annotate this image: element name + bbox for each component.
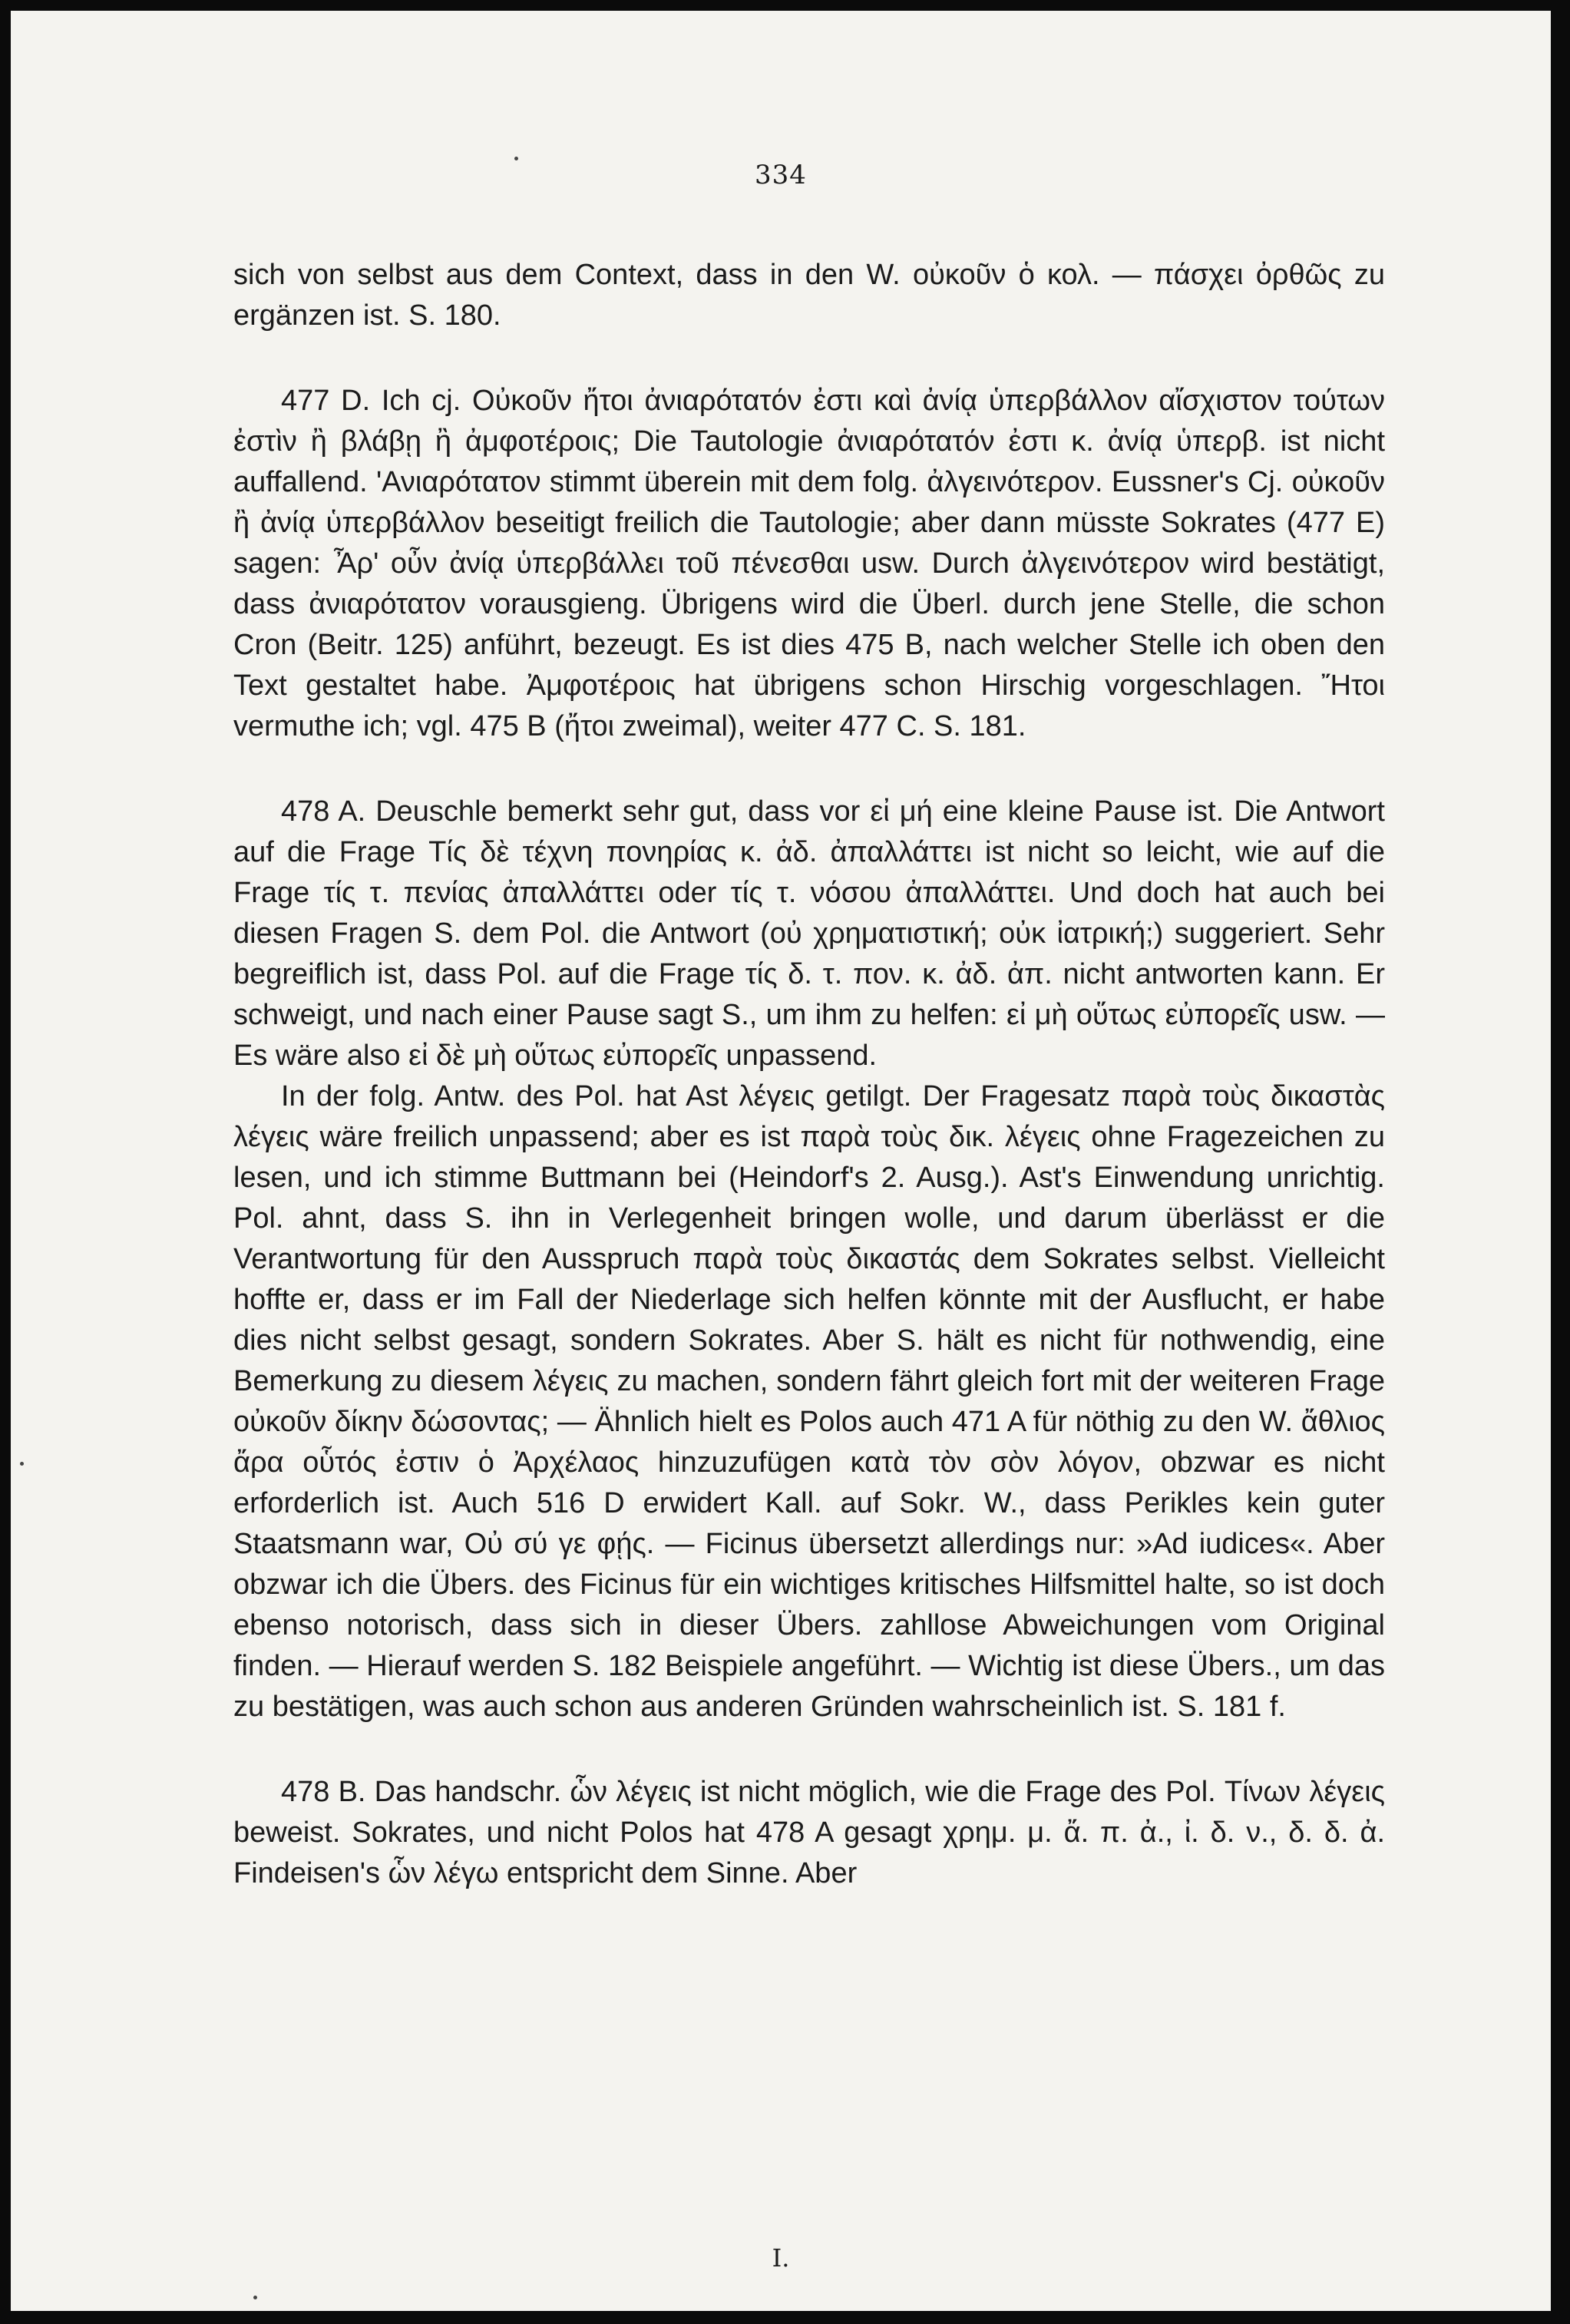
book-page (11, 11, 1551, 2311)
signature-mark: I. (772, 2243, 790, 2273)
paragraph-477d: 477 D. Ich cj. Οὐκοῦν ἤτοι ἀνιαρότατόν ἐστι καὶ ἀνίᾳ ὑπερβάλλον αἴσχιστον τούτων ἐστὶν ἢ βλάβῃ ἢ ἀμφοτέροις; Die Tautologie ἀνιαρότατόν ἐστι κ. ἀνίᾳ ὑπερβ. ist nicht auffallend. 'Ανιαρότατον stimmt überein mit dem folg. ἀλγεινότερον. Eussner's Cj. οὐκοῦν ἢ ἀνίᾳ ὑπερβάλλον beseitigt freilich die Tautologie; aber dann müsste Sokrates (477 E) sagen: Ἆρ' οὖν ἀνίᾳ ὑπερβάλλει τοῦ πένεσθαι usw. Durch ἀλγεινότερον wird bestätigt, dass ἀνιαρότατον vorausgieng. Übrigens wird die Überl. durch jene Stelle, die schon Cron (Beitr. 125) anführt, bezeugt. Es ist dies 475 B, nach welcher Stelle ich oben den Text gestaltet habe. Ἀμφοτέροις hat übrigens schon Hirschig vorgeschlagen. Ἤτοι vermuthe ich; vgl. 475 B (ἤτοι zweimal), weiter 477 C. S. 181. (233, 385, 1385, 742)
paragraph-478a-continued: In der folg. Antw. des Pol. hat Ast λέγεις getilgt. Der Fragesatz παρὰ τοὺς δικαστὰς λέγεις wäre freilich unpassend; aber es ist παρὰ τοὺς δικ. λέγεις ohne Fragezeichen zu lesen, und ich stimme Buttmann bei (Heindorf's 2. Ausg.). Ast's Einwendung unrichtig. Pol. ahnt, dass S. ihn in Verlegenheit bringen wolle, und darum überlässt er die Verantwortung für den Ausspruch παρὰ τοὺς δικαστάς dem Sokrates selbst. Vielleicht hoffte er, dass er im Fall der Niederlage sich helfen könnte mit der Ausflucht, er habe dies nicht selbst gesagt, sondern Sokrates. Aber S. hält es nicht für nothwendig, eine Bemerkung zu diesem λέγεις zu machen, sondern fährt gleich fort mit der weiteren Frage οὐκοῦν δίκην δώσοντας; — Ähnlich hielt es Polos auch 471 A für nöthig zu den W. ἄθλιος ἄρα οὗτός ἐστιν ὁ Ἀρχέλαος hinzuzufügen κατὰ τὸν σὸν λόγον, obzwar es nicht erforderlich ist. Auch 516 D erwidert Kall. auf Sokr. W., dass Perikles kein guter Staatsmann war, Οὐ σύ γε φῄς. — Ficinus übersetzt allerdings nur: »Ad iudices«. Aber obzwar ich die Übers. des Ficinus für ein wichtiges kritisches Hilfsmittel halte, so ist doch ebenso notorisch, dass sich in dieser Übers. zahllose Abweichungen vom Original finden. — Hierauf werden S. 182 Beispiele angeführt. — Wichtig ist diese Übers., um das zu bestätigen, was auch schon aus anderen Gründen wahrscheinlich ist. S. 181 f. (233, 1080, 1385, 1723)
paper-speck (20, 1462, 24, 1466)
paper-speck (253, 2296, 257, 2299)
paragraph-478b: 478 B. Das handschr. ὧν λέγεις ist nicht möglich, wie die Frage des Pol. Τίνων λέγεις beweist. Sokrates, und nicht Polos hat 478 A gesagt χρημ. μ. ἄ. π. ἀ., ἰ. δ. ν., δ. δ. ἀ. Findeisen's ὧν λέγω entspricht dem Sinne. Aber (233, 1776, 1385, 1889)
paragraph-continuation: sich von selbst aus dem Context, dass in den W. οὐκοῦν ὁ κολ. — πάσχει ὀρθῶς zu ergänzen ist. S. 180. (233, 259, 1385, 332)
paragraph-478a: 478 A. Deuschle bemerkt sehr gut, dass vor εἰ μή eine kleine Pause ist. Die Antwort auf die Frage Τίς δὲ τέχνη πονηρίας κ. ἀδ. ἀπαλλάττει ist nicht so leicht, wie auf die Frage τίς τ. πενίας ἀπαλλάττει oder τίς τ. νόσου ἀπαλλάττει. Und doch hat auch bei diesen Fragen S. dem Pol. die Antwort (οὐ χρηματιστική; οὐκ ἰατρική;) suggeriert. Sehr begreiflich ist, dass Pol. auf die Frage τίς δ. τ. πον. κ. ἀδ. ἀπ. nicht antworten kann. Er schweigt, und nach einer Pause sagt S., um ihm zu helfen: εἰ μὴ οὕτως εὐπορεῖς usw. — Es wäre also εἰ δὲ μὴ οὕτως εὐπορεῖς unpassend. (233, 795, 1385, 1072)
page-number: 334 (755, 160, 807, 190)
body-text (233, 255, 1385, 1894)
